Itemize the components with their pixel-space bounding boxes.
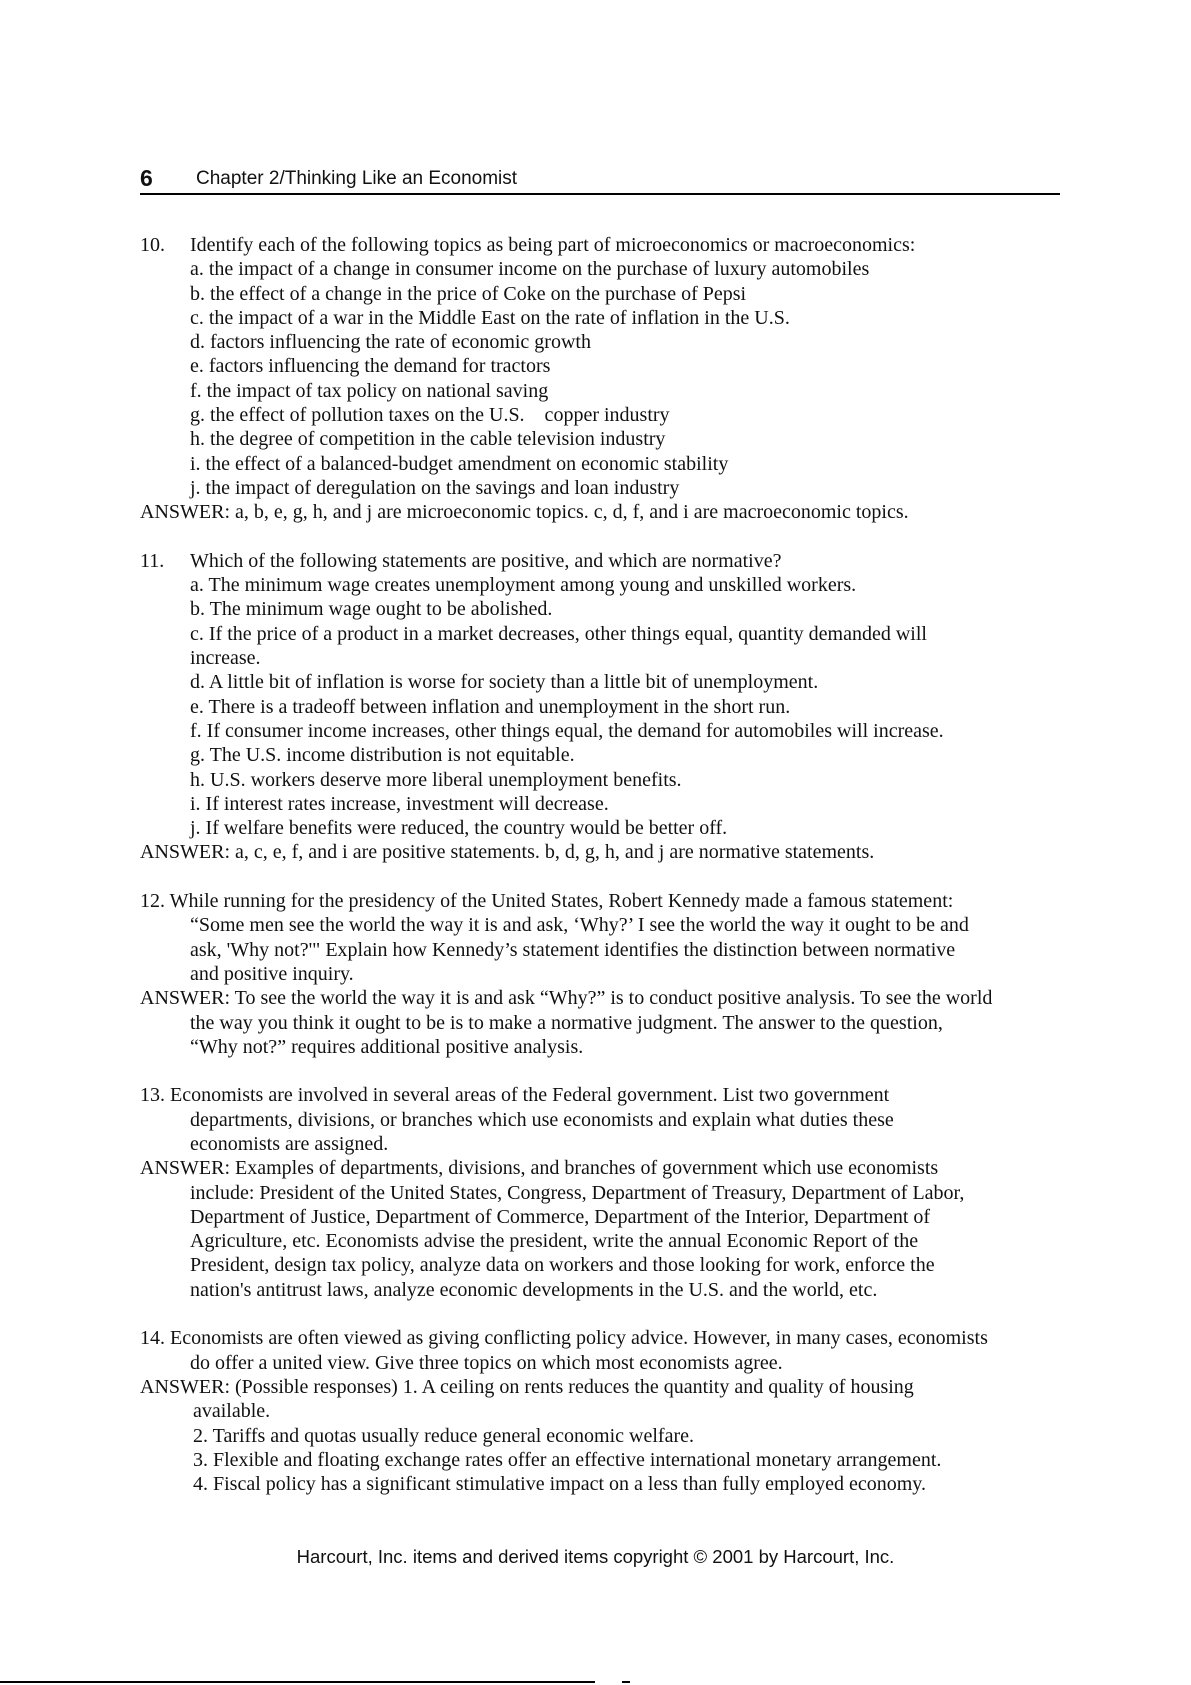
list-item: c. the impact of a war in the Middle East on the rate of inflation in the U.S. [190,306,790,329]
question-prompt: 14. Economists are often viewed as giving conflicting policy advice. However, in many cases, economists [140,1327,988,1350]
question-14 [140,1326,1080,1496]
page-bottom-rule [0,1681,595,1683]
list-item: b. The minimum wage ought to be abolished. [190,598,553,621]
list-item: a. The minimum wage creates unemployment among young and unskilled workers. [190,574,857,597]
question-13 [140,1083,1080,1302]
list-item: b. the effect of a change in the price of Coke on the purchase of Pepsi [190,282,747,305]
list-item: a. the impact of a change in consumer income on the purchase of luxury automobiles [190,258,870,281]
question-prompt: economists are assigned. [190,1132,389,1155]
answer: Department of Justice, Department of Commerce, Department of the Interior, Department of [190,1205,931,1228]
copyright-footer: Harcourt, Inc. items and derived items copyright © 2001 by Harcourt, Inc. [296,1546,895,1567]
answer-item: 3. Flexible and floating exchange rates offer an effective international monetary arrangement. [193,1448,942,1471]
question-prompt: “Some men see the world the way it is and ask, ‘Why?’ I see the world the way it ought to be and [190,914,969,937]
list-item: j. the impact of deregulation on the savings and loan industry [190,476,680,499]
list-item: h. U.S. workers deserve more liberal unemployment benefits. [190,768,682,791]
prompt-text: Identify each of the following topics as being part of microeconomics or macroeconomics: [190,234,916,256]
list-item: c. If the price of a product in a market decreases, other things equal, quantity demanded will [190,622,927,645]
question-prompt: do offer a united view. Give three topics on which most economists agree. [190,1351,783,1374]
answer-item: 2. Tariffs and quotas usually reduce general economic welfare. [193,1424,694,1447]
question-prompt: departments, divisions, or branches which use economists and explain what duties these [190,1108,894,1131]
question-prompt [140,549,1080,573]
question-12 [140,889,1080,1059]
list-item: i. the effect of a balanced-budget amendment on economic stability [190,452,729,475]
answer: include: President of the United States, Congress, Department of Treasury, Department of Labor, [190,1181,965,1204]
question-prompt: 13. Economists are involved in several areas of the Federal government. List two government [140,1084,890,1107]
list-item: g. the effect of pollution taxes on the U.S. copper industry [190,404,670,427]
question-number: 11. [140,549,165,572]
answer: Agriculture, etc. Economists advise the president, write the annual Economic Report of the [190,1230,919,1253]
document-body [140,233,1080,1496]
prompt-text: Which of the following statements are positive, and which are normative? [190,549,782,572]
answer: ANSWER: To see the world the way it is and ask “Why?” is to conduct positive analysis. To see the world [140,987,993,1010]
list-item: d. factors influencing the rate of economic growth [190,331,591,354]
answer: President, design tax policy, analyze data on workers and those looking for work, enforce the [190,1254,935,1277]
answer: ANSWER: a, c, e, f, and i are positive statements. b, d, g, h, and j are normative statements. [140,841,875,864]
page-header [140,163,1060,195]
page-edge-mark [622,1681,630,1683]
page-number: 6 [140,165,153,191]
answer: ANSWER: a, b, e, g, h, and j are microeconomic topics. c, d, f, and i are macroeconomic topics. [140,501,909,524]
question-number: 10. [140,234,165,256]
answer: ANSWER: (Possible responses) 1. A ceiling on rents reduces the quantity and quality of housing [140,1375,914,1398]
answer: “Why not?” requires additional positive analysis. [190,1035,584,1058]
answer-item: 4. Fiscal policy has a significant stimulative impact on a less than fully employed economy. [193,1473,926,1496]
answer: nation's antitrust laws, analyze economic developments in the U.S. and the world, etc. [190,1278,878,1301]
chapter-title: Chapter 2/Thinking Like an Economist [196,168,518,189]
question-prompt: and positive inquiry. [190,962,354,985]
answer: ANSWER: Examples of departments, divisions, and branches of government which use economists [140,1157,939,1180]
list-item-continuation: increase. [190,647,261,670]
question-prompt [140,233,1080,257]
list-item: e. factors influencing the demand for tractors [190,355,551,378]
question-11 [140,549,1080,865]
list-item: d. A little bit of inflation is worse for society than a little bit of unemployment. [190,671,819,694]
list-item: f. the impact of tax policy on national saving [190,379,549,402]
answer: the way you think it ought to be is to make a normative judgment. The answer to the question, [190,1011,943,1034]
question-prompt: ask, 'Why not?'" Explain how Kennedy’s statement identifies the distinction between normative [190,938,956,961]
list-item: j. If welfare benefits were reduced, the country would be better off. [190,817,728,840]
list-item: h. the degree of competition in the cable television industry [190,428,666,451]
list-item: g. The U.S. income distribution is not equitable. [190,744,575,767]
question-prompt: 12. While running for the presidency of the United States, Robert Kennedy made a famous statement: [140,890,954,913]
list-item: i. If interest rates increase, investment will decrease. [190,792,609,815]
list-item: e. There is a tradeoff between inflation and unemployment in the short run. [190,695,791,718]
question-10 [140,233,1080,525]
answer: available. [193,1400,271,1423]
list-item: f. If consumer income increases, other things equal, the demand for automobiles will increase. [190,719,944,742]
